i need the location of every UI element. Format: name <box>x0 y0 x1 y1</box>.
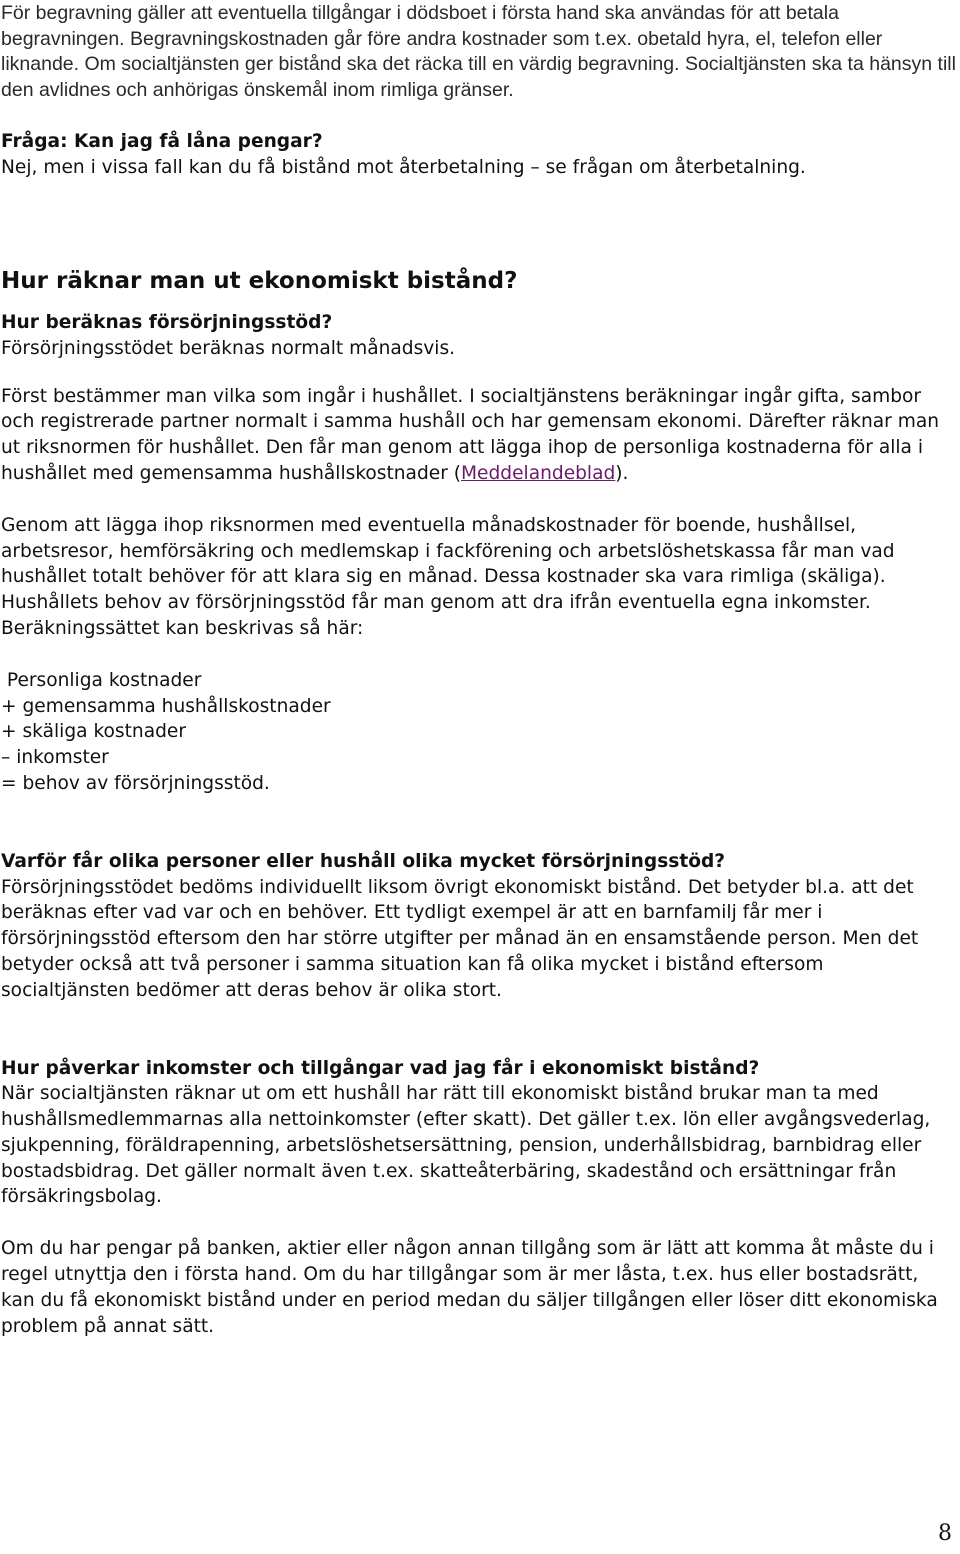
intro-paragraph: För begravning gäller att eventuella tillgångar i dödsboet i första hand ska användas för att betala begravningen. Begravningskostnaden går före andra kostnader som t.ex. obetald hyra, el, telefon eller liknande. Om socialtjänsten ger bistånd ska det räcka till en värdig begravning. Socialtjänsten ska ta hänsyn till den avlidnes och anhörigas önskemål inom rimliga gränser. <box>1 2 956 101</box>
varfor-question: Varför får olika personer eller hushåll olika mycket försörjningsstöd? <box>1 850 726 872</box>
formula-line: + gemensamma hushållskostnader <box>1 695 331 717</box>
inkomster-question: Hur påverkar inkomster och tillgångar vad jag får i ekonomiskt bistånd? <box>1 1057 760 1079</box>
loan-question: Fråga: Kan jag få låna pengar? <box>1 131 323 153</box>
calc-paragraph-1 <box>1 384 956 487</box>
calc-paragraph-1-end: ). <box>615 462 629 484</box>
calc-answer: Försörjningsstödet beräknas normalt månadsvis. <box>1 337 456 359</box>
varfor-answer: Försörjningsstödet bedöms individuellt liksom övrigt ekonomiskt bistånd. Det betyder bl.a. att det beräknas efter vad var och en behöver. Ett tydligt exempel är att en barnfamilj får mer i försörjningsstöd eftersom den har större utgifter per månad än en ensamstående person. Men det betyder också att två personer i samma situation kan få olika mycket i bistånd eftersom socialtjänsten bedömer att deras behov är olika stort. <box>1 876 919 1001</box>
page-number: 8 <box>938 1521 952 1546</box>
formula-line: = behov av försörjningsstöd. <box>1 772 270 794</box>
calc-paragraph-2: Genom att lägga ihop riksnormen med eventuella månadskostnader för boende, hushållsel, arbetsresor, hemförsäkring och medlemskap i fackförening och arbetslöshetskassa får man vad hushållet totalt behöver för att klara sig en månad. Dessa kostnader ska vara rimliga (skäliga). Hushållets behov av försörjningsstöd får man genom att dra ifrån eventuella egna inkomster. Beräkningssättet kan beskrivas så här: <box>1 514 895 639</box>
calc-question: Hur beräknas försörjningsstöd? <box>1 311 333 333</box>
section-heading: Hur räknar man ut ekonomiskt bistånd? <box>1 267 518 294</box>
formula-line: – inkomster <box>1 747 109 769</box>
formula-line: Personliga kostnader <box>1 669 202 691</box>
inkomster-answer: När socialtjänsten räknar ut om ett hushåll har rätt till ekonomiskt bistånd brukar man ta med hushållsmedlemmarnas alla nettoinkomster (efter skatt). Det gäller t.ex. lön eller avgångsvederlag, sjukpenning, föräldrapenning, arbetslöshetsersättning, pension, underhållsbidrag, barnbidrag eller bostadsbidrag. Det gäller normalt även t.ex. skatteåterbäring, skadestånd och ersättningar från försäkringsbolag. <box>1 1083 931 1208</box>
loan-answer: Nej, men i vissa fall kan du få bistånd mot återbetalning – se frågan om återbetalning. <box>1 157 806 179</box>
formula-line: + skäliga kostnader <box>1 721 186 743</box>
inkomster-paragraph-2: Om du har pengar på banken, aktier eller någon annan tillgång som är lätt att komma åt måste du i regel utnyttja den i första hand. Om du har tillgångar som är mer låsta, t.ex. hus eller bostadsrätt, kan du få ekonomiskt bistånd under en period medan du säljer tillgången eller löser ditt ekonomiska problem på annat sätt. <box>1 1238 938 1337</box>
meddelandeblad-link[interactable]: Meddelandeblad <box>461 462 616 484</box>
calc-paragraph-1-text: Först bestämmer man vilka som ingår i hushållet. I socialtjänstens beräkningar ingår gifta, sambor och registrerade partner normalt i samma hushåll och har gemensam ekonomi. Därefter räknar man ut riksnormen för hushållet. Den får man genom att lägga ihop de personliga kostnaderna för alla i hushållet med gemensamma hushållskostnader ( <box>1 385 940 484</box>
calculation-formula <box>1 668 956 797</box>
